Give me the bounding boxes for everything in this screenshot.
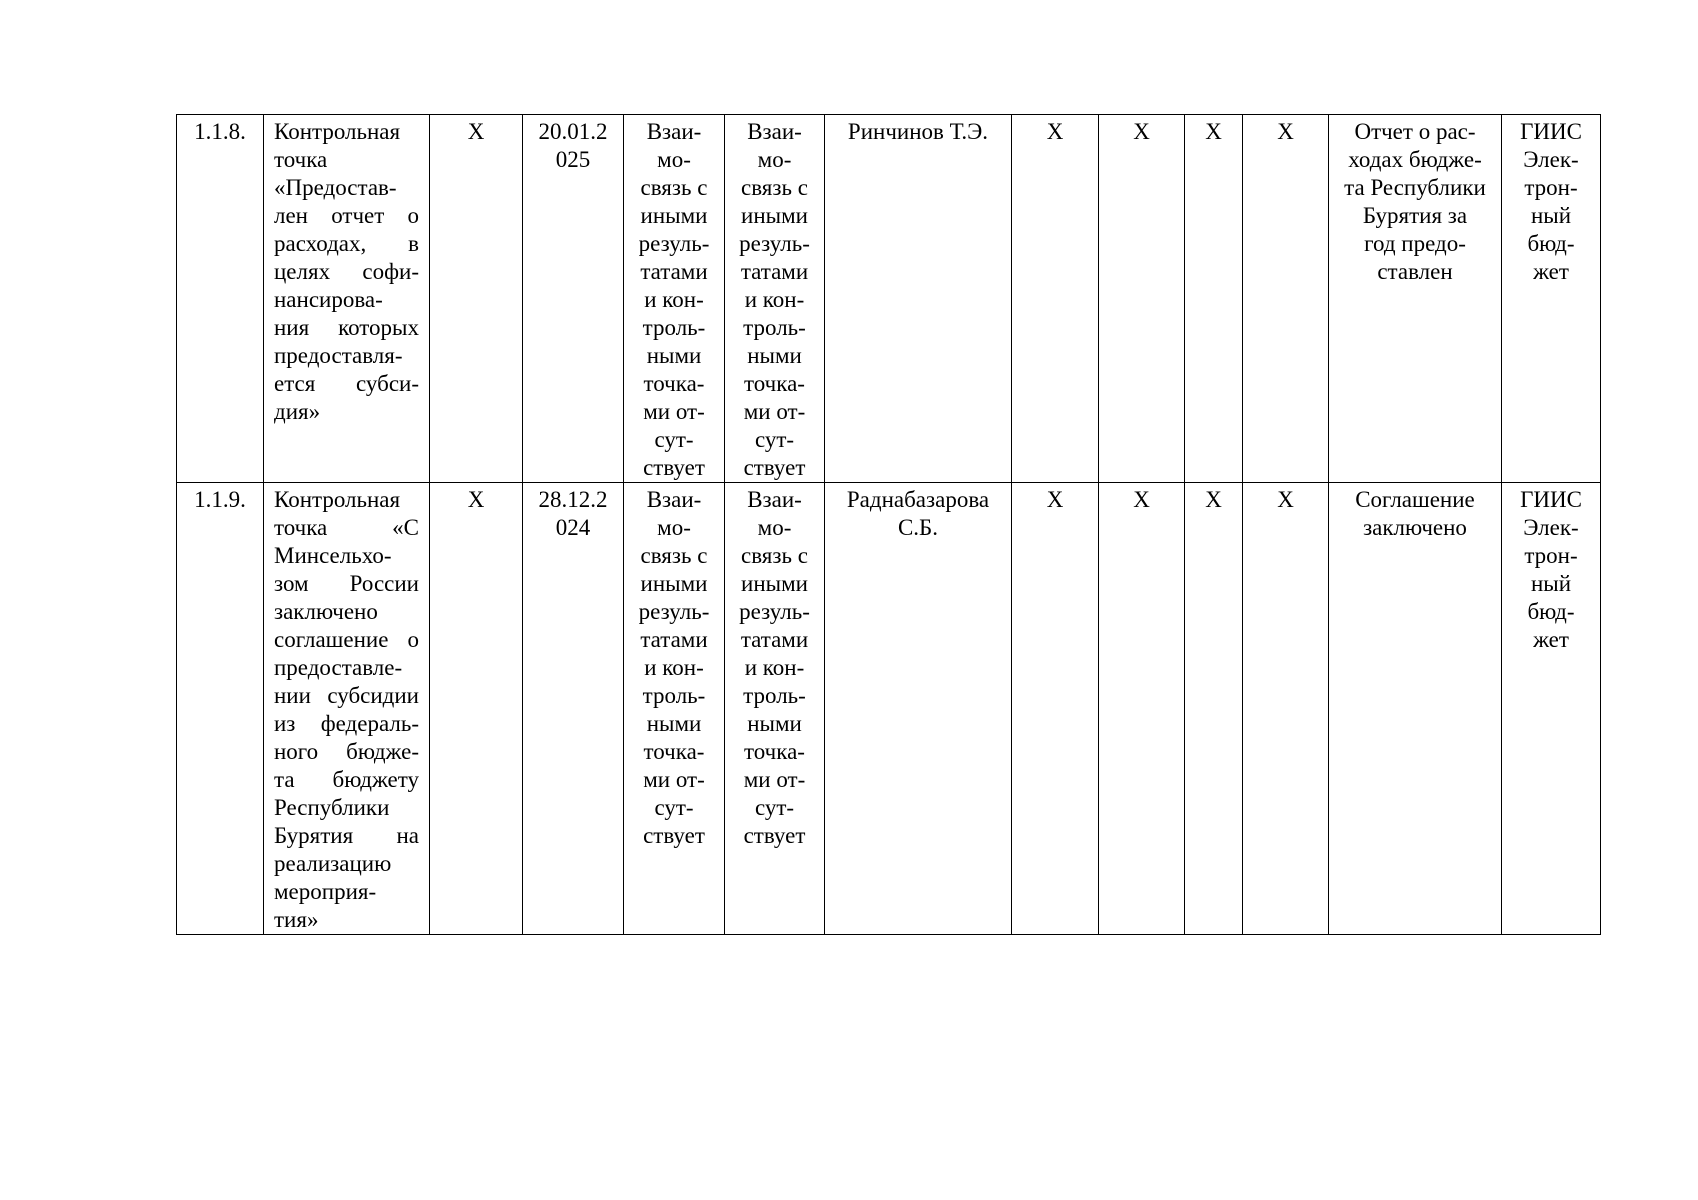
cell-text-line: жет — [1533, 259, 1569, 284]
cell-text-line: Взаи- — [646, 119, 702, 144]
cell-text-line: троль- — [743, 683, 806, 708]
cell-text: X — [1277, 119, 1294, 144]
cell-text-line: ствует — [643, 455, 705, 480]
cell-text-line: мо- — [657, 515, 691, 540]
cell-text-line: предоставле- — [274, 655, 403, 680]
x-mark-cell — [1243, 483, 1329, 935]
cell-text-line: точка «С — [274, 515, 419, 540]
relation-previous-cell — [624, 115, 725, 483]
cell-text-line: 20.01.2 — [538, 119, 608, 144]
cell-text-line: трон- — [1524, 175, 1578, 200]
cell-text-line: Отчет о рас- — [1354, 119, 1476, 144]
cell-text-line: Элек- — [1523, 147, 1579, 172]
cell-text-line: «Предостав- — [274, 175, 397, 200]
cell-text-line: 025 — [555, 147, 591, 172]
cell-text-line: ми от- — [643, 399, 705, 424]
responsible-person-cell — [825, 483, 1012, 935]
cell-text: X — [1205, 487, 1222, 512]
cell-text-line: заключено — [1363, 515, 1467, 540]
cell-text-line: и кон- — [744, 655, 805, 680]
cell-text-line: жет — [1533, 627, 1569, 652]
cell-text-line: дия» — [274, 399, 321, 424]
cell-text-line: ходах бюдже- — [1348, 147, 1482, 172]
cell-text-line: предоставля- — [274, 343, 403, 368]
cell-text-line: мо- — [757, 515, 792, 540]
cell-text-line: реализацию — [274, 851, 392, 876]
x-mark-cell — [1012, 115, 1099, 483]
cell-text-line: и кон- — [644, 655, 704, 680]
x-mark-cell — [1012, 483, 1099, 935]
cell-text-line: резуль- — [638, 231, 710, 256]
cell-text-line: нии субсидии — [274, 683, 419, 708]
cell-text-line: Взаи- — [747, 119, 802, 144]
cell-text-line: мо- — [657, 147, 691, 172]
x-mark-cell — [430, 115, 523, 483]
cell-text-line: иными — [741, 203, 808, 228]
cell-text-line: сут- — [754, 427, 795, 452]
cell-text-line: и кон- — [644, 287, 704, 312]
cell-text-line: целях софи- — [274, 259, 419, 284]
cell-text-line: ния которых — [274, 315, 419, 340]
relation-next-cell — [725, 115, 825, 483]
cell-text-line: Контрольная — [274, 119, 401, 144]
cell-text-line: ставлен — [1377, 259, 1453, 284]
cell-text-line: ГИИС — [1520, 119, 1582, 144]
cell-text: X — [1046, 119, 1064, 144]
x-mark-cell — [1185, 115, 1243, 483]
information-system-cell — [1502, 115, 1601, 483]
cell-text-line: ный — [1530, 571, 1572, 596]
cell-text-line: ного бюдже- — [274, 739, 419, 764]
cell-text-line: сут- — [754, 795, 795, 820]
cell-text-line: трон- — [1524, 543, 1578, 568]
cell-text-line: сут- — [654, 427, 694, 452]
cell-text-line: ными — [646, 343, 702, 368]
cell-text-line: татами — [740, 259, 809, 284]
cell-text-line: точка- — [643, 739, 705, 764]
information-system-cell — [1502, 483, 1601, 935]
cell-text-line: Контрольная — [274, 487, 401, 512]
control-points-table — [176, 114, 1601, 935]
cell-text: X — [467, 119, 485, 144]
cell-text-line: ными — [646, 711, 702, 736]
cell-text-line: год предо- — [1364, 231, 1466, 256]
cell-text-line: иными — [640, 203, 708, 228]
cell-text-line: ными — [747, 343, 802, 368]
cell-text: X — [1046, 487, 1064, 512]
x-mark-cell — [1099, 483, 1185, 935]
cell-text-line: соглашение о — [274, 627, 419, 652]
cell-text-line: ствует — [743, 455, 806, 480]
cell-text: X — [1277, 487, 1294, 512]
x-mark-cell — [1099, 115, 1185, 483]
relation-previous-cell — [624, 483, 725, 935]
cell-text: X — [1133, 119, 1150, 144]
date-cell — [523, 483, 624, 935]
cell-text: X — [1205, 119, 1222, 144]
cell-text-line: Бурятия на — [274, 823, 419, 848]
cell-text-line: иными — [741, 571, 808, 596]
cell-text-line: ГИИС — [1520, 487, 1582, 512]
control-point-name-cell — [264, 483, 430, 935]
cell-text-line: расходах, в — [274, 231, 419, 256]
x-mark-cell — [1243, 115, 1329, 483]
cell-text-line: точка- — [643, 371, 705, 396]
cell-text: 1.1.8. — [194, 119, 246, 144]
cell-text-line: ется субси- — [274, 371, 419, 396]
cell-text-line: нансирова- — [274, 287, 383, 312]
cell-text-line: Минсельхо- — [274, 543, 392, 568]
cell-text-line: ный — [1530, 203, 1572, 228]
cell-text-line: ми от- — [643, 767, 705, 792]
cell-text-line: троль- — [642, 315, 706, 340]
cell-text-line: Взаи- — [646, 487, 702, 512]
cell-text-line: Республики — [274, 795, 390, 820]
cell-text-line: резуль- — [638, 599, 710, 624]
cell-text-line: точка — [274, 147, 328, 172]
cell-text-line: Раднабазарова — [846, 487, 990, 512]
cell-text-line: зом России — [274, 571, 419, 596]
cell-text-line: ми от- — [743, 767, 806, 792]
responsible-person-cell — [825, 115, 1012, 483]
cell-text-line: тия» — [274, 907, 319, 932]
cell-text-line: троль- — [642, 683, 706, 708]
result-document-cell — [1329, 483, 1502, 935]
cell-text: X — [467, 487, 485, 512]
cell-text-line: татами — [740, 627, 809, 652]
cell-text-line: Ринчинов Т.Э. — [847, 119, 989, 144]
cell-text-line: и кон- — [744, 287, 805, 312]
cell-text-line: Взаи- — [747, 487, 802, 512]
table-row — [177, 483, 1601, 935]
cell-text: 1.1.9. — [194, 487, 246, 512]
cell-text-line: ствует — [743, 823, 806, 848]
cell-text-line: точка- — [744, 739, 805, 764]
cell-text-line: та бюджету — [274, 767, 419, 792]
cell-text-line: резуль- — [739, 599, 810, 624]
cell-text-line: бюд- — [1527, 599, 1575, 624]
cell-text-line: резуль- — [739, 231, 810, 256]
cell-text-line: 024 — [555, 515, 591, 540]
cell-text-line: связь с — [741, 175, 808, 200]
cell-text-line: сут- — [654, 795, 694, 820]
result-document-cell — [1329, 115, 1502, 483]
cell-text-line: ствует — [643, 823, 705, 848]
table-row — [177, 115, 1601, 483]
cell-text-line: связь с — [640, 543, 708, 568]
cell-text-line: лен отчет о — [274, 203, 419, 228]
cell-text-line: связь с — [640, 175, 708, 200]
cell-text-line: мероприя- — [274, 879, 377, 904]
cell-text-line: Бурятия за — [1362, 203, 1468, 228]
relation-next-cell — [725, 483, 825, 935]
x-mark-cell — [1185, 483, 1243, 935]
cell-text-line: из федераль- — [274, 711, 419, 736]
cell-text-line: татами — [640, 259, 708, 284]
cell-text-line: заключено — [274, 599, 378, 624]
cell-text-line: точка- — [744, 371, 805, 396]
date-cell — [523, 115, 624, 483]
cell-text-line: та Республики — [1344, 175, 1486, 200]
cell-text-line: бюд- — [1527, 231, 1575, 256]
x-mark-cell — [430, 483, 523, 935]
cell-text-line: мо- — [757, 147, 792, 172]
cell-text-line: связь с — [741, 543, 808, 568]
cell-text-line: татами — [640, 627, 708, 652]
row-number-cell — [177, 115, 264, 483]
row-number-cell — [177, 483, 264, 935]
control-point-name-cell — [264, 115, 430, 483]
cell-text-line: ными — [747, 711, 802, 736]
cell-text-line: ми от- — [743, 399, 806, 424]
cell-text: X — [1133, 487, 1150, 512]
cell-text-line: С.Б. — [897, 515, 939, 540]
cell-text-line: иными — [640, 571, 708, 596]
cell-text-line: 28.12.2 — [538, 487, 608, 512]
cell-text-line: троль- — [743, 315, 806, 340]
table-body — [177, 115, 1601, 935]
cell-text-line: Элек- — [1523, 515, 1579, 540]
cell-text-line: Соглашение — [1355, 487, 1475, 512]
